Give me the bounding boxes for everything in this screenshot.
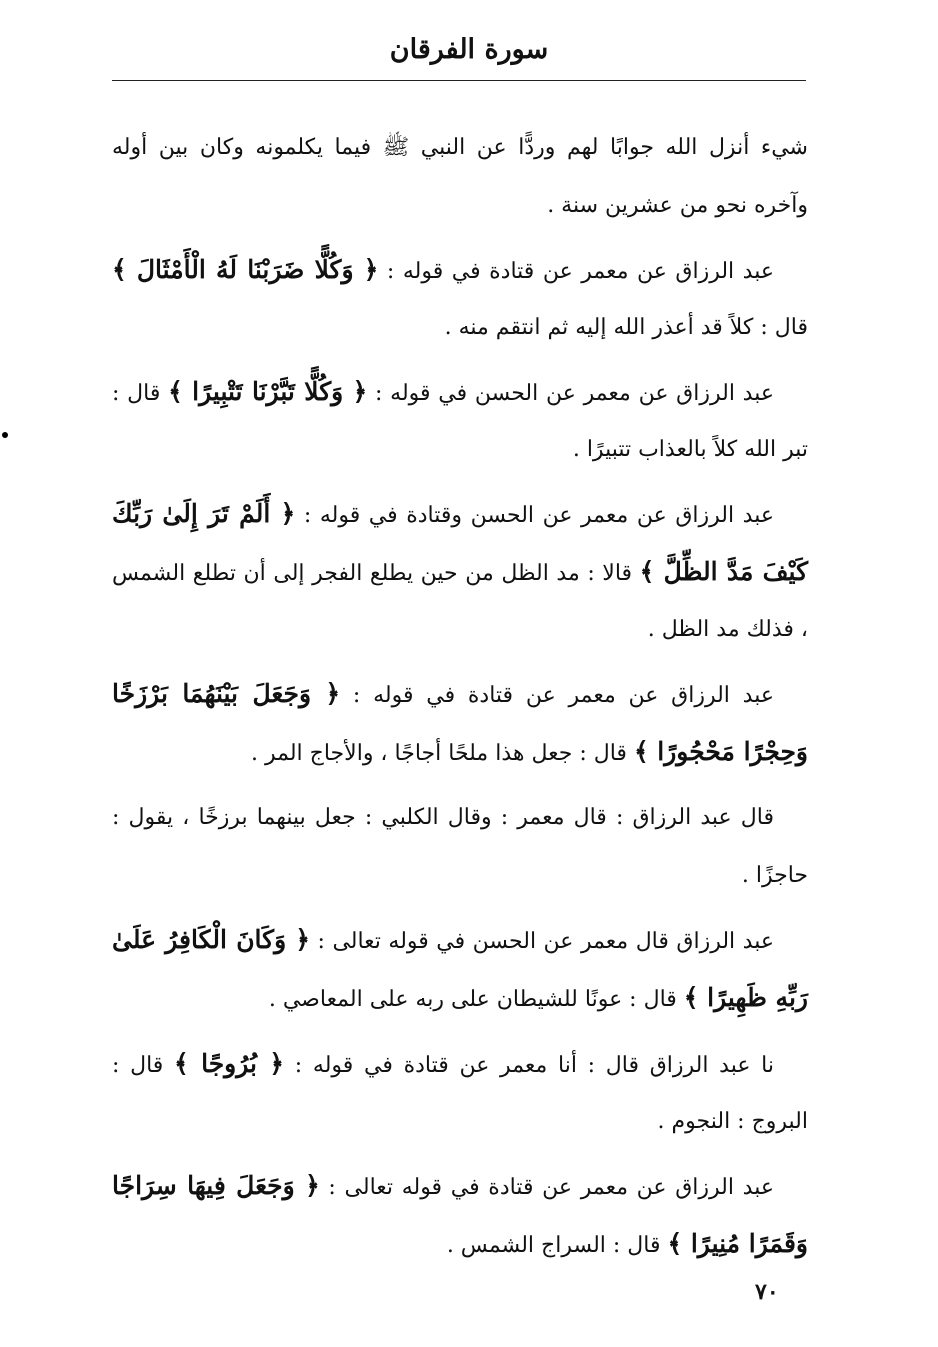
- paragraph-6: [112, 790, 808, 904]
- paragraph-commentary: قال : السراج الشمس .: [446, 1233, 668, 1258]
- paragraph-commentary: قال : جعل هذا ملحًا أجاجًا ، والأجاج المر .: [251, 741, 634, 766]
- paragraph-4: [112, 486, 808, 658]
- page-number: ٧٠: [755, 1279, 779, 1305]
- paragraph-text: شيء أنزل الله جوابًا لهم وردًّا عن النبي ﷺ فيما يكلمونه وكان بين أوله وآخره نحو من عشرين سنة .: [112, 135, 808, 218]
- paragraph-commentary: قال : تبر الله كلاً بالعذاب تتبيرًا .: [112, 381, 808, 462]
- paragraph-1: [112, 120, 808, 234]
- paragraph-commentary: قال : البروج : النجوم .: [112, 1053, 808, 1134]
- paragraph-commentary: قالا : مد الظل من حين يطلع الفجر إلى أن تطلع الشمس ، فذلك مد الظل .: [112, 561, 808, 642]
- paragraph-text: قال عبد الرزاق : قال معمر : وقال الكلبي : جعل بينهما برزخًا ، يقول : حاجزًا .: [112, 805, 808, 888]
- paragraph-text: عبد الرزاق عن معمر عن قتادة في قوله تعالى :: [319, 1175, 774, 1200]
- paragraph-commentary: قال : عونًا للشيطان على ربه على المعاصي .: [268, 987, 684, 1012]
- paragraph-text: عبد الرزاق عن معمر عن قتادة في قوله :: [340, 683, 774, 708]
- quran-verse: ﴿ وَكُلًّا تَبَّرْنَا تَتْبِيرًا ﴾: [168, 377, 368, 406]
- paragraph-5: [112, 666, 808, 782]
- paragraph-3: [112, 364, 808, 478]
- scan-edge-mark: [2, 432, 8, 438]
- page-body: [112, 120, 808, 1282]
- paragraph-text: عبد الرزاق عن معمر عن قتادة في قوله :: [378, 259, 774, 284]
- paragraph-text: عبد الرزاق عن معمر عن الحسن وقتادة في قوله :: [295, 503, 774, 528]
- quran-verse: ﴿ أَلَمْ تَرَ إِلَىٰ رَبِّكَ كَيْفَ مَدَّ الظِّلَّ ﴾: [112, 499, 808, 586]
- paragraph-2: [112, 242, 808, 356]
- quran-verse: ﴿ بُرُوجًا ﴾: [174, 1049, 285, 1078]
- paragraph-text: عبد الرزاق عن معمر عن الحسن في قوله :: [367, 381, 774, 406]
- quran-verse: ﴿ وَجَعَلَ بَيْنَهُمَا بَرْزَخًا وَحِجْرًا مَحْجُورًا ﴾: [112, 679, 808, 766]
- paragraph-text: نا عبد الرزاق قال : أنا معمر عن قتادة في قوله :: [284, 1053, 775, 1078]
- quran-verse: ﴿ وَجَعَلَ فِيهَا سِرَاجًا وَقَمَرًا مُنِيرًا ﴾: [112, 1171, 808, 1258]
- paragraph-text: عبد الرزاق قال معمر عن الحسن في قوله تعالى :: [310, 929, 774, 954]
- quran-verse: ﴿ وَكُلًّا ضَرَبْنَا لَهُ الْأَمْثَالَ ﴾: [112, 255, 379, 284]
- paragraph-7: [112, 912, 808, 1028]
- paragraph-8: [112, 1036, 808, 1150]
- paragraph-9: [112, 1158, 808, 1274]
- paragraph-commentary: قال : كلاً قد أعذر الله إليه ثم انتقم منه .: [444, 315, 808, 340]
- header-divider: [112, 80, 806, 81]
- quran-verse: ﴿ وَكَانَ الْكَافِرُ عَلَىٰ رَبِّهِ ظَهِيرًا ﴾: [112, 925, 808, 1012]
- running-header-title: سورة الفرقان: [389, 34, 549, 65]
